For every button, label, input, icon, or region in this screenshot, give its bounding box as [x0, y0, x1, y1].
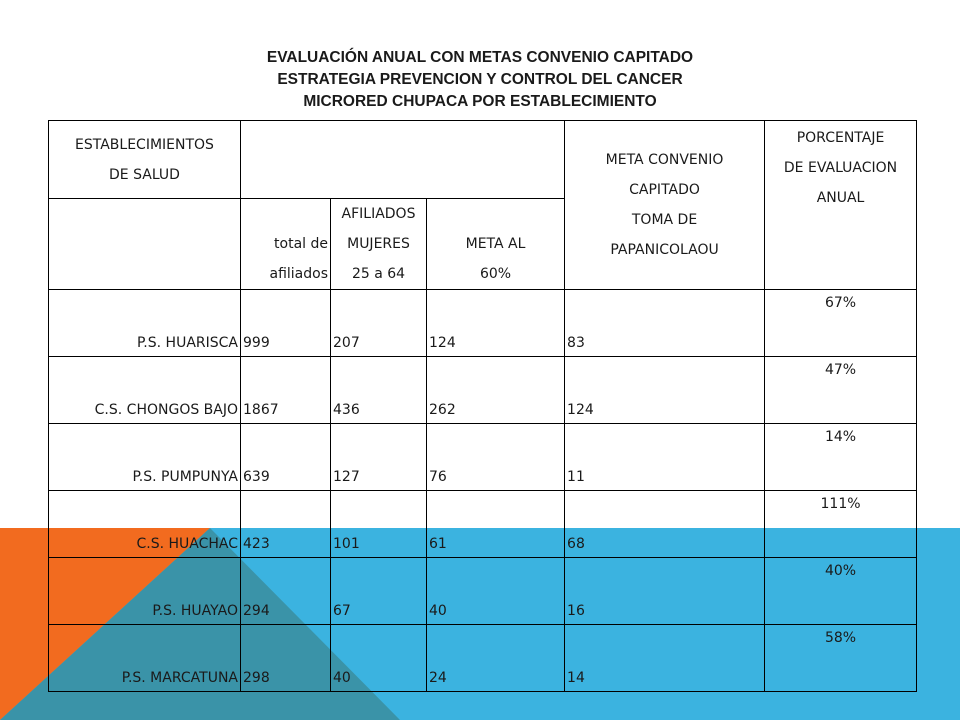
afiliados-mujeres-cell: 101 — [331, 491, 427, 558]
total-afiliados-cell: 423 — [241, 491, 331, 558]
meta-60-cell: 124 — [427, 290, 565, 357]
table-row — [49, 625, 917, 692]
header-afiliados-mujeres: AFILIADOS MUJERES 25 a 64 — [331, 199, 427, 290]
meta-convenio-cell: 11 — [565, 424, 765, 491]
meta-convenio-cell: 68 — [565, 491, 765, 558]
porcentaje-cell: 47% — [765, 357, 917, 424]
porcentaje-cell: 40% — [765, 558, 917, 625]
establishment-name: P.S. HUARISCA — [49, 290, 241, 357]
header-empty-cell — [49, 199, 241, 290]
meta-convenio-cell: 16 — [565, 558, 765, 625]
afiliados-mujeres-cell: 40 — [331, 625, 427, 692]
meta-convenio-cell: 14 — [565, 625, 765, 692]
total-afiliados-cell: 298 — [241, 625, 331, 692]
establishment-name: P.S. PUMPUNYA — [49, 424, 241, 491]
afiliados-mujeres-cell: 67 — [331, 558, 427, 625]
table-row — [49, 558, 917, 625]
header-meta-convenio: META CONVENIO CAPITADO TOMA DE PAPANICOLAOU — [565, 121, 765, 290]
establishment-name: C.S. HUACHAC — [49, 491, 241, 558]
table-row — [49, 290, 917, 357]
establishment-name: C.S. CHONGOS BAJO — [49, 357, 241, 424]
meta-convenio-cell: 83 — [565, 290, 765, 357]
table-row — [49, 357, 917, 424]
title-line-3: MICRORED CHUPACA POR ESTABLECIMIENTO — [303, 93, 657, 110]
title-line-1: EVALUACIÓN ANUAL CON METAS CONVENIO CAPITADO — [266, 49, 694, 66]
porcentaje-cell: 67% — [765, 290, 917, 357]
meta-60-cell: 40 — [427, 558, 565, 625]
afiliados-mujeres-cell: 207 — [331, 290, 427, 357]
porcentaje-cell: 14% — [765, 424, 917, 491]
total-afiliados-cell: 639 — [241, 424, 331, 491]
total-afiliados-cell: 294 — [241, 558, 331, 625]
header-empty-span — [241, 121, 565, 199]
meta-convenio-cell: 124 — [565, 357, 765, 424]
establishment-name: P.S. HUAYAO — [49, 558, 241, 625]
porcentaje-cell: 111% — [765, 491, 917, 558]
evaluation-table — [48, 120, 917, 692]
afiliados-mujeres-cell: 127 — [331, 424, 427, 491]
total-afiliados-cell: 999 — [241, 290, 331, 357]
table-row — [49, 491, 917, 558]
header-total-afiliados: total de afiliados — [241, 199, 331, 290]
total-afiliados-cell: 1867 — [241, 357, 331, 424]
porcentaje-cell: 58% — [765, 625, 917, 692]
afiliados-mujeres-cell: 436 — [331, 357, 427, 424]
establishment-name: P.S. MARCATUNA — [49, 625, 241, 692]
title-line-2: ESTRATEGIA PREVENCION Y CONTROL DEL CANCER — [277, 71, 683, 88]
header-row-1 — [49, 121, 917, 199]
meta-60-cell: 262 — [427, 357, 565, 424]
slide-title — [0, 47, 960, 113]
header-establecimientos: ESTABLECIMIENTOS DE SALUD — [49, 121, 241, 199]
header-porcentaje: PORCENTAJE DE EVALUACION ANUAL — [765, 121, 917, 290]
table-row — [49, 424, 917, 491]
meta-60-cell: 76 — [427, 424, 565, 491]
header-meta-60: META AL 60% — [427, 199, 565, 290]
meta-60-cell: 24 — [427, 625, 565, 692]
meta-60-cell: 61 — [427, 491, 565, 558]
